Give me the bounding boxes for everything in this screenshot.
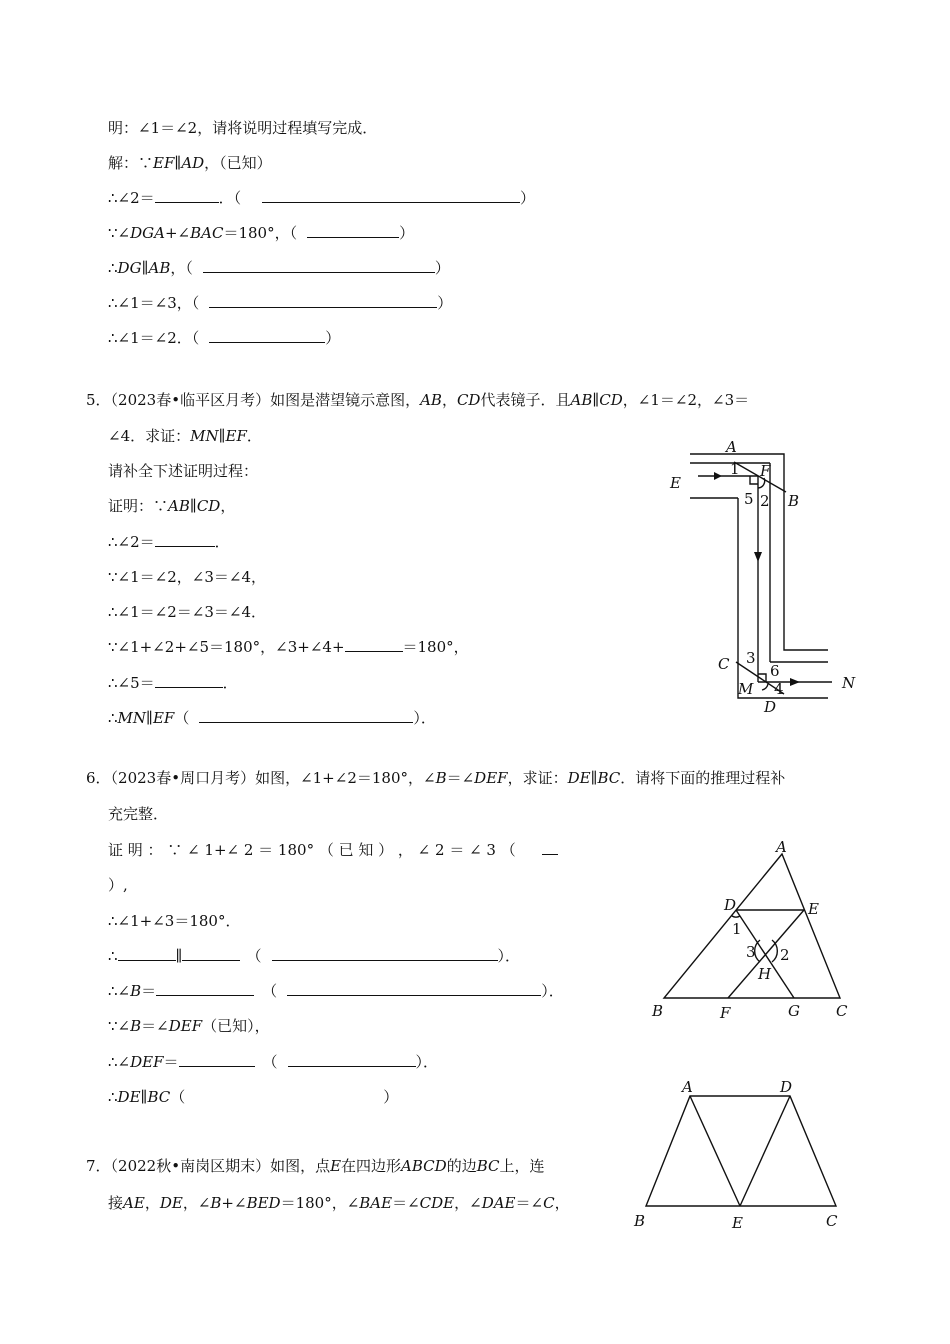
answer-blank[interactable] — [209, 293, 437, 308]
q6-proof-5: ∵∠B＝∠DEF（已知）， — [108, 1017, 270, 1035]
sec4-intro: 明：∠1＝∠2，请将说明过程填写完成． — [108, 119, 378, 137]
label-g: G — [788, 1002, 800, 1020]
triangle-figure — [646, 836, 862, 1026]
answer-blank[interactable] — [345, 637, 403, 652]
answer-blank[interactable] — [542, 840, 558, 855]
sec4-line-5: ∴∠1＝∠3，（ ） — [108, 294, 453, 312]
quadrilateral-abcd — [646, 1096, 836, 1206]
label-f: F — [760, 462, 771, 480]
answer-blank[interactable] — [156, 981, 254, 996]
segment-de — [740, 1096, 790, 1206]
answer-blank[interactable] — [182, 946, 240, 961]
sec4-line-4: ∴DG∥AB，（ ） — [108, 259, 450, 277]
answer-blank[interactable] — [288, 1052, 416, 1067]
sec4-line-3: ∵∠DGA+∠BAC＝180°，（ ） — [108, 224, 415, 242]
quadrilateral-figure — [630, 1072, 860, 1234]
label-d: D — [724, 896, 737, 914]
q6-proof-4: ∴∠B＝ （ ）． — [108, 982, 564, 1000]
triangle-abc — [664, 854, 840, 998]
label-b: B — [634, 1212, 646, 1230]
label-a: A — [776, 838, 787, 856]
periscope-figure — [660, 436, 870, 720]
label-d: D — [764, 698, 777, 716]
label-angle-2: 2 — [760, 492, 770, 510]
q5-proof-4: ∴∠1＝∠2＝∠3＝∠4． — [108, 603, 266, 621]
answer-blank[interactable] — [272, 946, 498, 961]
answer-blank[interactable] — [307, 223, 399, 238]
q6-proof-3: ∴ ∥ （ ）． — [108, 947, 521, 965]
sec4-line-6: ∴∠1＝∠2．（ ） — [108, 329, 341, 347]
label-e: E — [670, 474, 681, 492]
label-n: N — [842, 674, 856, 692]
q6-header-line2: 充完整． — [108, 805, 169, 823]
q5-proof-7: ∴MN∥EF（ ）． — [108, 709, 436, 727]
answer-blank[interactable] — [209, 328, 325, 343]
answer-blank[interactable] — [155, 188, 219, 203]
angle-arc-1 — [732, 916, 740, 917]
label-angle-6: 6 — [770, 662, 780, 680]
answer-blank[interactable] — [262, 188, 520, 203]
q6-proof-1-end: ）, — [108, 876, 128, 894]
label-f: F — [720, 1004, 731, 1022]
right-angle-mark-f — [750, 476, 758, 484]
label-d: D — [780, 1078, 793, 1096]
q7-header-line2: 接AE，DE，∠B+∠BED＝180°，∠BAE＝∠CDE，∠DAE＝∠C， — [108, 1194, 570, 1212]
q6-proof-6: ∴∠DEF＝ （ ）． — [108, 1053, 439, 1071]
answer-blank[interactable] — [155, 673, 223, 688]
label-e: E — [808, 900, 819, 918]
sec4-line-2: ∴∠2＝ ．（ ） — [108, 189, 535, 207]
q5-header-line2: ∠4．求证：MN∥EF． — [108, 427, 262, 445]
answer-blank[interactable] — [287, 981, 541, 996]
arrow-icon — [790, 678, 800, 686]
label-h: H — [758, 965, 772, 983]
q6-proof-7: ∴DE∥BC（ ） — [108, 1088, 399, 1106]
sec4-line-1: 解：∵EF∥AD，（已知） — [108, 154, 272, 172]
q5-proof-1: 证明：∵AB∥CD， — [108, 497, 236, 515]
answer-blank[interactable] — [155, 532, 215, 547]
label-e: E — [732, 1214, 743, 1232]
q5-prompt: 请补全下述证明过程： — [108, 462, 259, 480]
label-angle-3: 3 — [746, 943, 756, 961]
answer-blank[interactable] — [179, 1052, 255, 1067]
angle-arc-4 — [762, 684, 768, 690]
label-c: C — [718, 655, 730, 673]
label-angle-4: 4 — [774, 680, 784, 698]
answer-blank[interactable] — [118, 946, 176, 961]
q5-proof-3: ∵∠1＝∠2，∠3＝∠4， — [108, 568, 266, 586]
label-c: C — [826, 1212, 838, 1230]
label-b: B — [788, 492, 800, 510]
label-angle-2: 2 — [780, 946, 790, 964]
label-angle-5: 5 — [744, 490, 754, 508]
label-angle-1: 1 — [732, 920, 742, 938]
label-a: A — [682, 1078, 693, 1096]
periscope-inner-wall — [738, 498, 828, 698]
segment-ae — [690, 1096, 740, 1206]
q6-header: 6．（2023春•周口月考）如图，∠1+∠2＝180°，∠B＝∠DEF，求证：DE∥BC．请将下面的推理过程补 — [86, 769, 786, 787]
arrow-icon — [754, 552, 762, 562]
q5-proof-6: ∴∠5＝ ． — [108, 674, 238, 692]
q5-proof-2: ∴∠2＝ ． — [108, 533, 230, 551]
q5-header: 5．（2023春•临平区月考）如图是潜望镜示意图，AB，CD代表镜子．且AB∥CD，∠1＝∠2，∠3＝ — [86, 391, 750, 409]
label-a: A — [726, 438, 737, 456]
label-m: M — [738, 680, 754, 698]
q6-proof-1: 证 明 ： ∵ ∠ 1+∠ 2 ＝ 180° （ 已 知 ） ， ∠ 2 ＝ ∠ 3 （ — [108, 840, 558, 860]
label-c: C — [836, 1002, 848, 1020]
angle-arc-2 — [772, 940, 777, 962]
answer-blank[interactable] — [199, 708, 413, 723]
label-angle-1: 1 — [730, 460, 740, 478]
label-b: B — [652, 1002, 664, 1020]
q5-proof-5: ∵∠1+∠2+∠5＝180°，∠3+∠4+ ＝180°， — [108, 638, 469, 656]
q6-proof-2: ∴∠1+∠3＝180°． — [108, 912, 241, 930]
label-angle-3: 3 — [746, 649, 756, 667]
arrow-icon — [714, 472, 722, 480]
answer-blank[interactable] — [203, 258, 435, 273]
q7-header: 7．（2022秋•南岗区期末）如图，点E在四边形ABCD的边BC上，连 — [86, 1157, 545, 1175]
